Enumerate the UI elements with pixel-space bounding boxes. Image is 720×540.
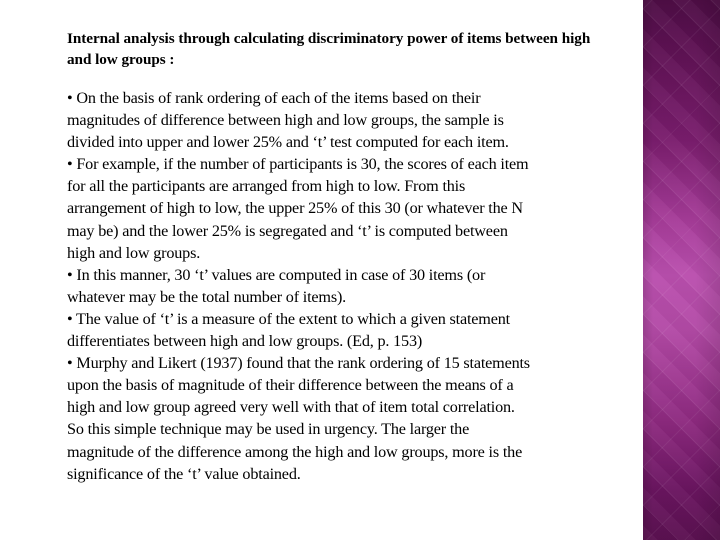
body-line: whatever may be the total number of items). [67, 287, 347, 306]
body-line: • The value of ‘t’ is a measure of the extent to which a given statement [67, 309, 510, 328]
body-line: • For example, if the number of participants is 30, the scores of each item [67, 155, 529, 174]
decorative-purple-band [643, 0, 720, 540]
body-line: differentiates between high and low groups. (Ed, p. 153) [67, 332, 423, 351]
body-line: • Murphy and Likert (1937) found that the rank ordering of 15 statements [67, 354, 530, 373]
body-line: for all the participants are arranged from high to low. From this [67, 177, 466, 196]
body-line: So this simple technique may be used in urgency. The larger the [67, 420, 470, 439]
body-line: arrangement of high to low, the upper 25% of this 30 (or whatever the N [67, 199, 523, 218]
band-gradient-layer [643, 0, 720, 540]
body-line: upon the basis of magnitude of their difference between the means of a [67, 376, 514, 395]
body-line: magnitudes of difference between high and low groups, the sample is [67, 111, 504, 130]
body-line: divided into upper and lower 25% and ‘t’ test computed for each item. [67, 133, 509, 152]
body-line: high and low groups. [67, 243, 201, 262]
slide-content [67, 28, 607, 485]
body-line: • In this manner, 30 ‘t’ values are computed in case of 30 items (or [67, 265, 486, 284]
body-line: significance of the ‘t’ value obtained. [67, 464, 301, 483]
body-line: may be) and the lower 25% is segregated and ‘t’ is computed between [67, 221, 508, 240]
slide-title: Internal analysis through calculating discriminatory power of items between high and low groups : [67, 30, 591, 68]
body-line: magnitude of the difference among the high and low groups, more is the [67, 442, 523, 461]
body-line: high and low group agreed very well with that of item total correlation. [67, 398, 515, 417]
slide-body-text [67, 87, 607, 485]
body-line: • On the basis of rank ordering of each of the items based on their [67, 89, 481, 107]
